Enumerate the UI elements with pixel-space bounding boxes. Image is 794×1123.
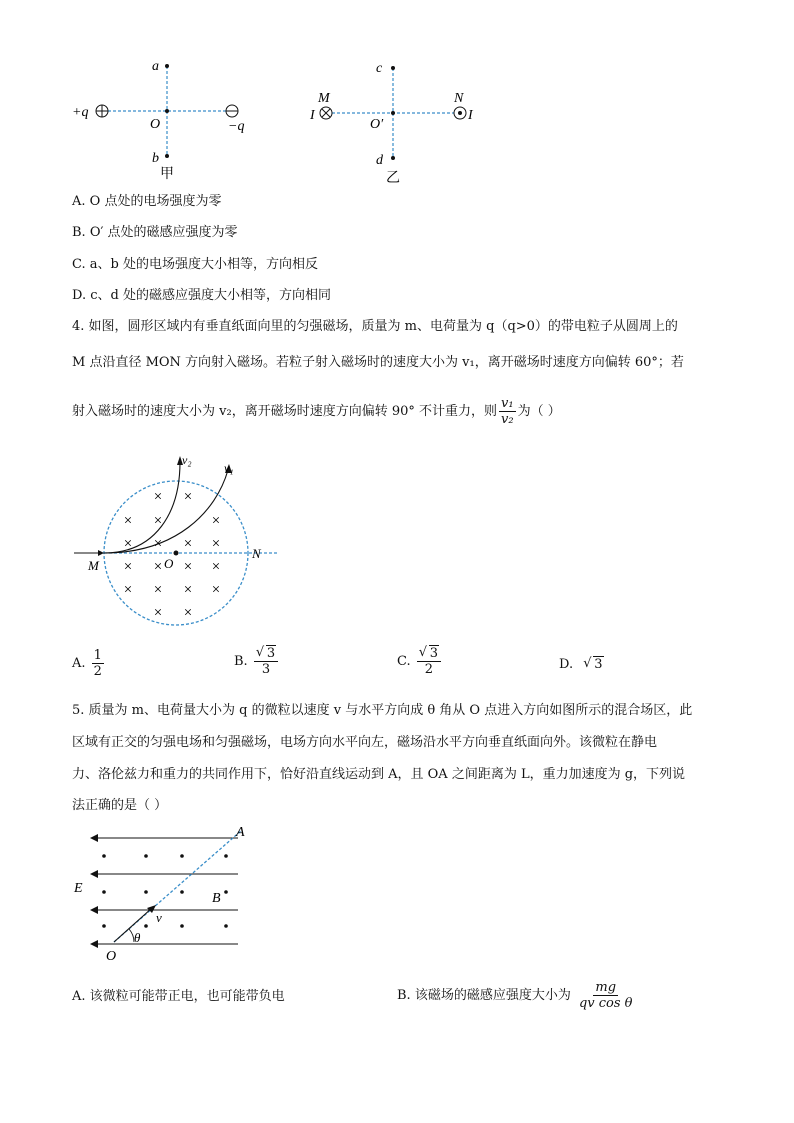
figure-yi: [309, 61, 474, 186]
q3-option-a: A. O 点处的电场强度为零: [72, 194, 222, 209]
q4-option-a: [72, 648, 106, 679]
label-v1: v₁: [224, 461, 234, 475]
q4-stem-line3: [72, 396, 561, 428]
q4-option-c-den: 2: [424, 662, 434, 677]
label-N: N: [252, 546, 261, 561]
q4-option-b-radicand: 3: [266, 646, 276, 661]
field-cross-5: ×: [123, 536, 133, 552]
field-dot-3: [224, 854, 228, 858]
label-N: N: [454, 91, 464, 106]
label-M: M: [318, 91, 330, 106]
q5-option-b-fraction: [577, 980, 635, 1011]
field-arrowhead-3: [90, 940, 98, 948]
label-A: A: [236, 825, 245, 840]
q5-stem-line1: 5. 质量为 m、电荷量大小为 q 的微粒以速度 v 与水平方向成 θ 角从 O 点进入方向如图所示的混合场区，此: [72, 703, 693, 718]
label-c: c: [376, 61, 383, 76]
label-b: b: [152, 151, 159, 166]
field-dot-9: [144, 924, 148, 928]
caption-jia: 甲: [160, 167, 174, 182]
label-I-left: I: [310, 108, 315, 123]
field-cross-7: ×: [183, 536, 193, 552]
field-dot-7: [224, 890, 228, 894]
q5-stem-line3: 力、洛伦兹力和重力的共同作用下，恰好沿直线运动到 A，且 OA 之间距离为 L，重力加速度为 g，下列说: [72, 767, 686, 782]
q4-option-d-radicand: 3: [594, 657, 603, 672]
q4-option-c-radicand: 3: [429, 646, 439, 661]
q4-option-d: [559, 656, 604, 674]
field-cross-15: ×: [183, 582, 193, 598]
field-cross-1: ×: [183, 489, 193, 505]
q4-option-d-label: D.: [559, 657, 574, 672]
field-cross-12: ×: [211, 559, 221, 575]
field-dot-5: [144, 890, 148, 894]
q5-option-b: [397, 978, 637, 1014]
field-cross-18: ×: [183, 605, 193, 621]
q4-option-c: [397, 646, 443, 677]
field-cross-16: ×: [211, 582, 221, 598]
q5-stem-line2: 区域有正交的匀强电场和匀强磁场，电场方向水平向左，磁场沿水平方向垂直纸面向外。该微粒在静电: [72, 735, 658, 750]
field-cross-0: ×: [153, 489, 163, 505]
field-cross-11: ×: [183, 559, 193, 575]
field-cross-4: ×: [211, 513, 221, 529]
q4-stem-line3-end: 为（ ）: [517, 404, 561, 419]
field-dot-1: [144, 854, 148, 858]
figure-jia-yi: [60, 50, 500, 190]
field-dot-10: [180, 924, 184, 928]
q5-stem-line4: 法正确的是（ ）: [72, 798, 168, 813]
q5-option-b-text: B. 该磁场的磁感应强度大小为: [397, 988, 571, 1003]
field-dot-11: [224, 924, 228, 928]
field-cross-2: ×: [123, 513, 133, 529]
label-O: O: [106, 949, 117, 964]
q4-option-b-value: [254, 646, 278, 677]
q3-option-b: B. O′ 点处的磁感应强度为零: [72, 225, 238, 240]
q3-option-d: D. c、d 处的磁感应强度大小相等，方向相同: [72, 288, 331, 303]
field-cross-17: ×: [153, 605, 163, 621]
q4-option-c-label: C.: [397, 654, 411, 669]
field-arrowhead-2: [90, 906, 98, 914]
label-plus-q: +q: [72, 105, 89, 120]
q5-option-b-den: qv cos θ: [578, 996, 633, 1011]
label-E: E: [74, 881, 83, 896]
field-dot-6: [180, 890, 184, 894]
q4-option-b-label: B.: [234, 654, 248, 669]
field-dot-0: [102, 854, 106, 858]
field-cross-6: ×: [153, 536, 163, 552]
negative-charge-icon: [226, 105, 238, 117]
label-B: B: [212, 891, 221, 906]
q5-option-b-num: mg: [595, 980, 617, 995]
field-cross-3: ×: [153, 513, 163, 529]
current-out-of-page-icon: [454, 107, 466, 119]
q5-option-a: A. 该微粒可能带正电，也可能带负电: [72, 989, 285, 1004]
label-I-right: I: [468, 108, 473, 123]
q4-stem-line1: 4. 如图，圆形区域内有垂直纸面向里的匀强磁场，质量为 m、电荷量为 q（q>0）的带电粒子从圆周上的: [72, 319, 678, 334]
q4-option-a-label: A.: [72, 656, 86, 671]
label-M: M: [88, 558, 99, 573]
q4-ratio-fraction: [499, 396, 516, 427]
q4-ratio-den: v₂: [501, 412, 514, 427]
label-O: O: [164, 556, 174, 571]
label-O: O: [150, 117, 161, 132]
label-O-prime: O′: [370, 117, 384, 132]
field-cross-13: ×: [123, 582, 133, 598]
trajectory-v1: [104, 470, 228, 553]
field-dot-2: [180, 854, 184, 858]
field-cross-14: ×: [153, 582, 163, 598]
field-arrowhead-1: [90, 870, 98, 878]
q4-option-a-den: 2: [93, 664, 102, 679]
q4-stem-line3-text: 射入磁场时的速度大小为 v₂，离开磁场时速度方向偏转 90° 不计重力，则: [72, 404, 497, 419]
q4-figure: [66, 452, 286, 632]
figure-jia: [72, 59, 244, 182]
q4-option-b-den: 3: [261, 662, 271, 677]
current-into-page-icon: [320, 107, 332, 119]
label-v2: v₂: [182, 453, 192, 467]
field-dot-4: [102, 890, 106, 894]
q4-option-b: [234, 646, 280, 677]
q4-option-a-value: [92, 648, 104, 679]
label-minus-q: −q: [228, 119, 245, 134]
label-v: v: [156, 910, 162, 925]
q4-stem-line2: M 点沿直径 MON 方向射入磁场。若粒子射入磁场时的速度大小为 v₁，离开磁场时速度方向偏转 60°；若: [72, 355, 684, 370]
field-arrowhead-0: [90, 834, 98, 842]
field-cross-10: ×: [153, 559, 163, 575]
field-dot-8: [102, 924, 106, 928]
positive-charge-icon: [96, 105, 108, 117]
q4-option-c-value: [417, 646, 441, 677]
q3-option-c: C. a、b 处的电场强度大小相等，方向相反: [72, 257, 318, 272]
label-d: d: [376, 153, 383, 168]
q4-ratio-num: v₁: [501, 396, 514, 411]
field-cross-9: ×: [123, 559, 133, 575]
q4-option-a-num: 1: [93, 648, 102, 663]
field-cross-8: ×: [211, 536, 221, 552]
label-a: a: [152, 59, 159, 74]
incoming-arrow: [74, 550, 104, 556]
label-theta: θ: [134, 930, 141, 945]
magnetic-field-dots: [102, 854, 228, 928]
q5-figure: [66, 822, 256, 970]
caption-yi: 乙: [386, 171, 400, 186]
